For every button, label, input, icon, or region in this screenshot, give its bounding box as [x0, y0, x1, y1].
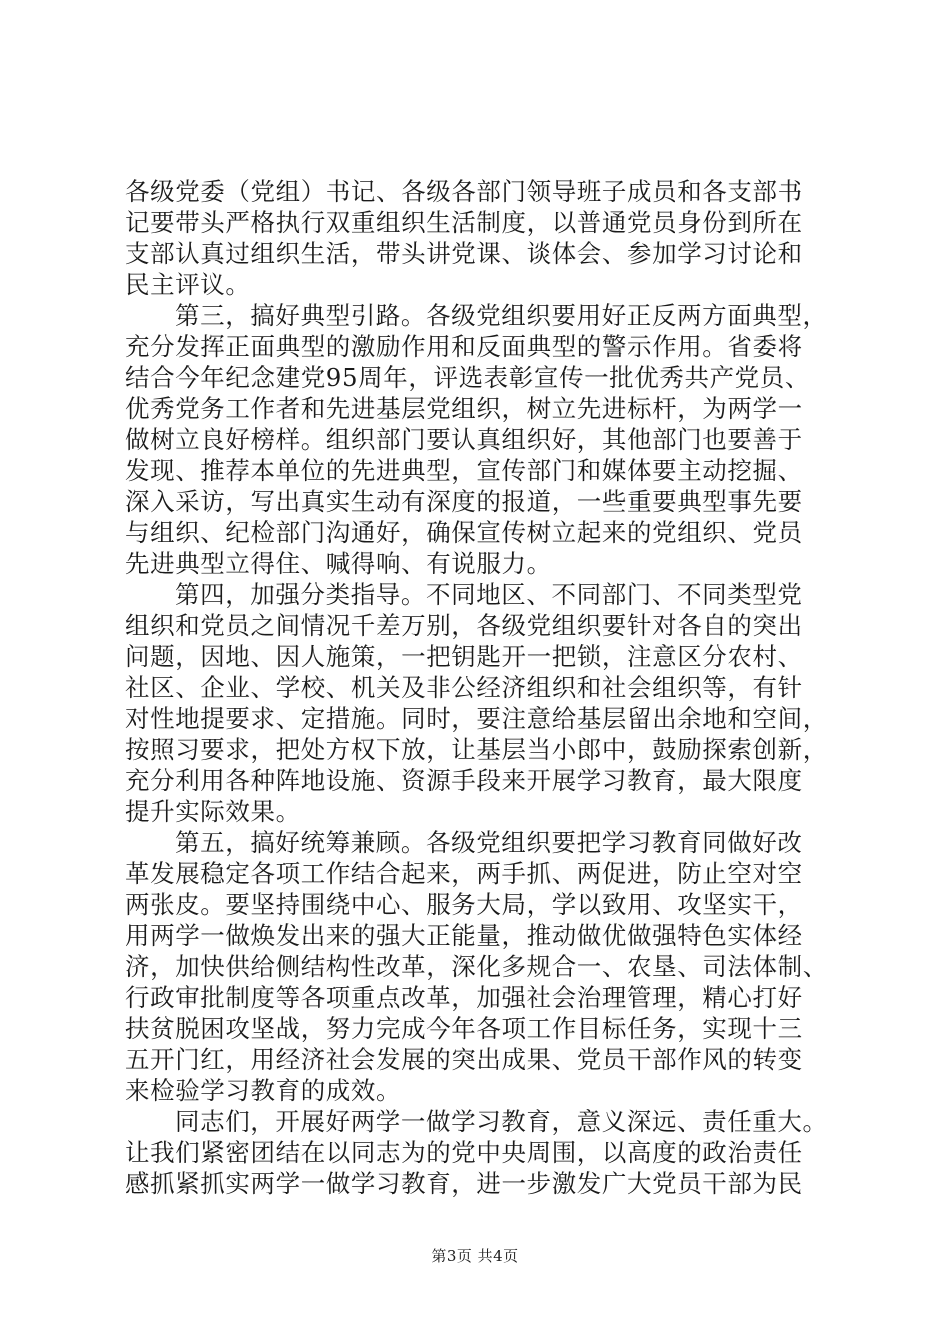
text-line: 来检验学习教育的成效。 — [125, 1076, 402, 1105]
text-line: 支部认真过组织生活，带头讲党课、谈体会、参加学习讨论和 — [125, 239, 803, 268]
text-line: 各级党委（党组）书记、各级各部门领导班子成员和各支部书 — [125, 177, 803, 206]
text-line: 充分利用各种阵地设施、资源手段来开展学习教育，最大限度 — [125, 766, 803, 795]
text-line: 充分发挥正面典型的激励作用和反面典型的警示作用。省委将 — [125, 332, 803, 361]
text-line: 发现、推荐本单位的先进典型，宣传部门和媒体要主动挖掘、 — [125, 456, 803, 485]
text-line: 济，加快供给侧结构性改革，深化多规合一、农垦、司法体制、 — [125, 952, 828, 981]
text-line: 组织和党员之间情况千差万别，各级党组织要针对各自的突出 — [125, 611, 803, 640]
text-line: 结合今年纪念建党95周年，评选表彰宣传一批优秀共产党员、 — [125, 363, 810, 392]
text-line: 感抓紧抓实两学一做学习教育，进一步激发广大党员干部为民 — [125, 1169, 803, 1198]
text-line: 优秀党务工作者和先进基层党组织，树立先进标杆，为两学一 — [125, 394, 803, 423]
text-line: 社区、企业、学校、机关及非公经济组织和社会组织等，有针 — [125, 673, 803, 702]
text-line: 与组织、纪检部门沟通好，确保宣传树立起来的党组织、党员 — [125, 518, 803, 547]
page-number-footer: 第3页 共4页 — [431, 1247, 519, 1265]
text-line: 民主评议。 — [125, 270, 251, 299]
text-line: 两张皮。要坚持围绕中心、服务大局，学以致用、攻坚实干， — [125, 890, 803, 919]
paragraph-first-line: 第四，加强分类指导。不同地区、不同部门、不同类型党 — [175, 580, 803, 609]
text-line: 提升实际效果。 — [125, 797, 301, 826]
text-line: 扶贫脱困攻坚战，努力完成今年各项工作目标任务，实现十三 — [125, 1014, 803, 1043]
text-line: 深入采访，写出真实生动有深度的报道，一些重要典型事先要 — [125, 487, 803, 516]
text-line: 让我们紧密团结在以同志为的党中央周围，以高度的政治责任 — [125, 1138, 803, 1167]
paragraph-first-line: 第五，搞好统筹兼顾。各级党组织要把学习教育同做好改 — [175, 828, 803, 857]
text-line: 对性地提要求、定措施。同时，要注意给基层留出余地和空间， — [125, 704, 828, 733]
document-body — [125, 176, 835, 1199]
paragraph-first-line: 第三，搞好典型引路。各级党组织要用好正反两方面典型， — [175, 301, 828, 330]
text-line: 用两学一做焕发出来的强大正能量，推动做优做强特色实体经 — [125, 921, 803, 950]
paragraph-first-line: 同志们，开展好两学一做学习教育，意义深远、责任重大。 — [175, 1107, 828, 1136]
text-line: 问题，因地、因人施策，一把钥匙开一把锁，注意区分农村、 — [125, 642, 803, 671]
text-line: 做树立良好榜样。组织部门要认真组织好，其他部门也要善于 — [125, 425, 803, 454]
text-line: 五开门红，用经济社会发展的突出成果、党员干部作风的转变 — [125, 1045, 803, 1074]
text-line: 记要带头严格执行双重组织生活制度，以普通党员身份到所在 — [125, 208, 803, 237]
text-line: 革发展稳定各项工作结合起来，两手抓、两促进，防止空对空 — [125, 859, 803, 888]
text-line: 按照习要求，把处方权下放，让基层当小郎中，鼓励探索创新， — [125, 735, 828, 764]
text-line: 先进典型立得住、喊得响、有说服力。 — [125, 549, 552, 578]
text-line: 行政审批制度等各项重点改革，加强社会治理管理，精心打好 — [125, 983, 803, 1012]
